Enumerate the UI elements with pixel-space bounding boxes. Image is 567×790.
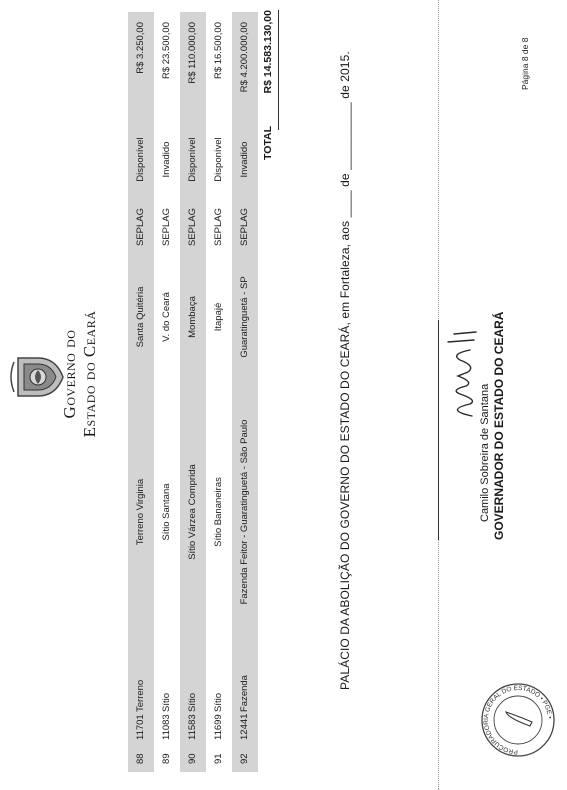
row-number: 88: [135, 753, 146, 764]
total-underline: [278, 10, 279, 130]
row-value: R$ 16.500,00: [213, 22, 224, 80]
row-type: Sítio: [213, 692, 224, 712]
row-id: 11583: [187, 714, 198, 740]
row-id: 11083: [161, 714, 172, 740]
row-number: 91: [213, 753, 224, 764]
row-value: R$ 23.500,00: [161, 22, 172, 80]
table-row: [180, 12, 206, 772]
row-type: Sítio: [187, 692, 198, 712]
row-city: V. do Ceará: [161, 292, 172, 342]
table-row: [206, 12, 232, 772]
table-row: [154, 12, 180, 772]
row-type: Fazenda: [239, 675, 250, 712]
table-row: [128, 12, 154, 772]
state-crest-icon: [8, 352, 66, 402]
row-value: R$ 3.250,00: [135, 22, 146, 74]
row-id: 11701: [135, 714, 146, 740]
handwritten-signature: [440, 310, 480, 420]
row-status: Disponível: [187, 137, 198, 182]
place-date-line: PALÁCIO DA ABOLIÇÃO DO GOVERNO DO ESTADO DO CEARÁ, em Fortaleza, aos ____ de __________ de 2015.: [338, 51, 352, 690]
row-organ: SEPLAG: [239, 207, 250, 247]
row-type: Terreno: [135, 679, 146, 712]
row-description: Fazenda Feitor - Guaratinguetá - São Paulo: [239, 419, 250, 605]
government-name: [60, 304, 100, 444]
row-id: 11699: [213, 714, 224, 740]
row-organ: SEPLAG: [161, 207, 172, 247]
row-value: R$ 110.000,00: [187, 22, 198, 84]
row-id: 12441: [239, 713, 250, 740]
svg-text:PROCURADORIA GERAL DO ESTADO •: PROCURADORIA GERAL DO ESTADO • PGE •: [482, 684, 553, 756]
row-city: Mombaça: [187, 296, 198, 338]
row-organ: SEPLAG: [213, 207, 224, 247]
row-number: 89: [161, 753, 172, 764]
row-number: 92: [239, 753, 250, 764]
row-status: Disponível: [213, 137, 224, 182]
gov-name-line2: Estado do Ceará: [80, 310, 99, 438]
row-description: Terreno Virginia: [135, 478, 146, 546]
row-type: Sítio: [161, 692, 172, 712]
page-number: Página 8 de 8: [520, 37, 530, 90]
total-label: TOTAL: [262, 125, 274, 160]
row-organ: SEPLAG: [187, 207, 198, 247]
row-description: Sítio Bananeiras: [213, 477, 224, 547]
signer-title: GOVERNADOR DO ESTADO DO CEARÁ: [492, 311, 506, 540]
signature-line: [438, 320, 439, 540]
signer-name: Camilo Sobreira de Santana: [479, 383, 491, 522]
row-status: Disponível: [135, 137, 146, 182]
row-city: Santa Quitéria: [135, 286, 146, 348]
official-stamp: [478, 680, 558, 760]
row-value: R$ 4.200.000,00: [239, 22, 250, 93]
gov-name-line1: Governo do: [60, 329, 79, 419]
row-city: Itapajé: [213, 302, 224, 332]
row-status: Invadido: [239, 141, 250, 178]
row-status: Invadido: [161, 141, 172, 178]
row-description: Sítio Várzea Comprida: [187, 464, 198, 560]
table-row: [232, 12, 258, 772]
row-number: 90: [187, 753, 198, 764]
row-city: Guaratinguetá - SP: [239, 276, 250, 358]
row-description: Sítio Santana: [161, 483, 172, 541]
total-value: R$ 14.583.130,00: [262, 10, 274, 94]
row-organ: SEPLAG: [135, 207, 146, 247]
